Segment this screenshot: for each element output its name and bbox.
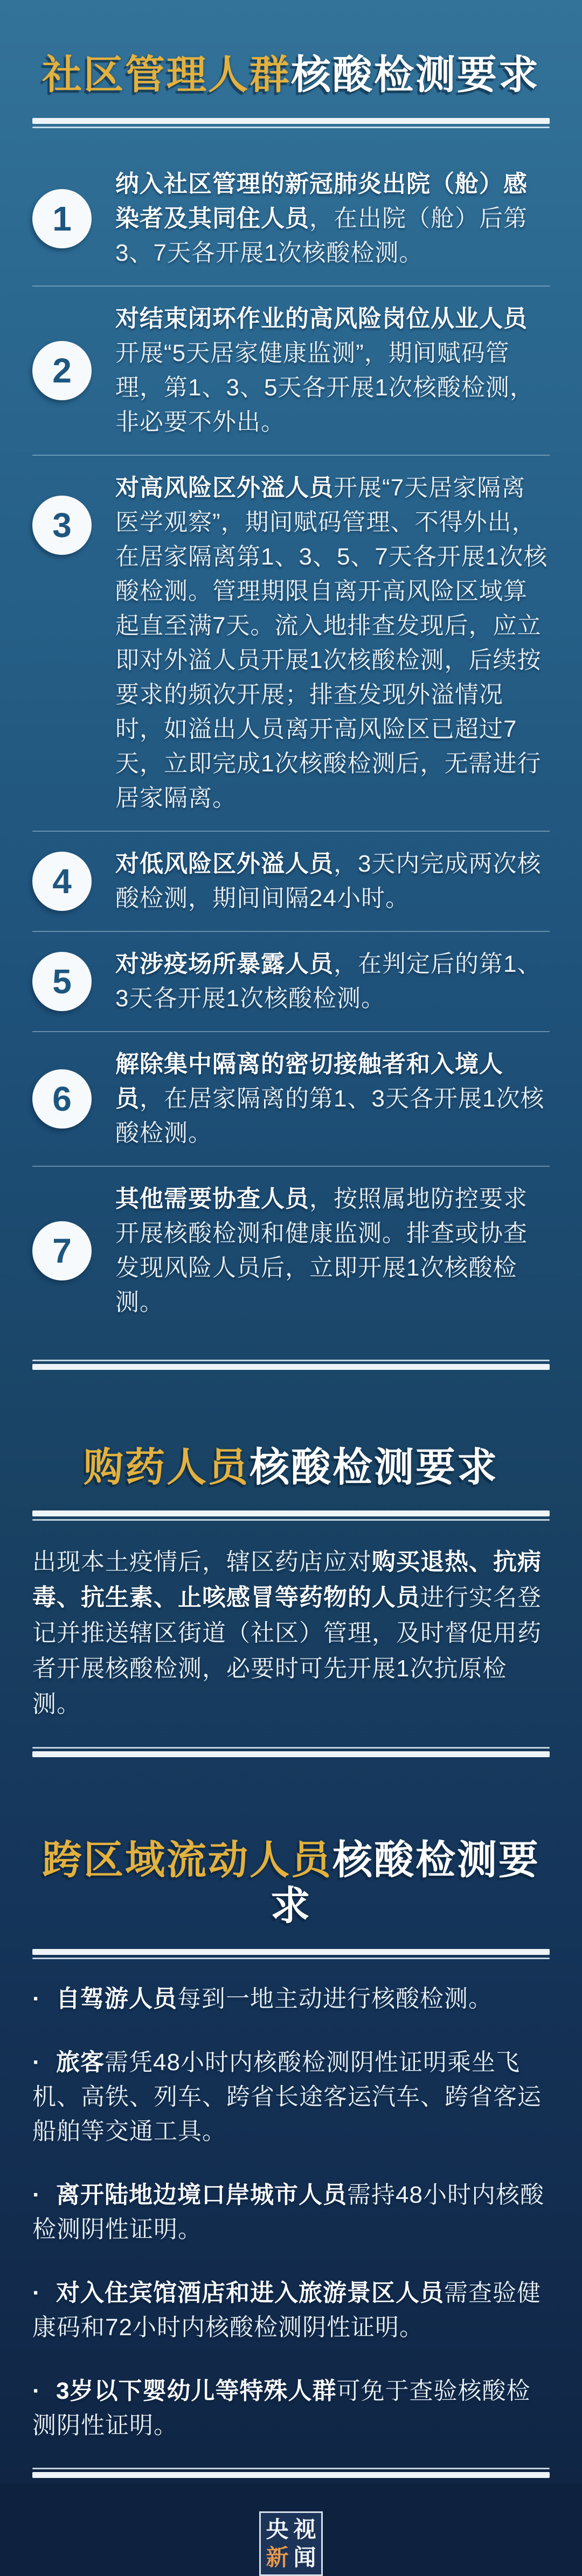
item-text-bold: 其他需要协查人员 (115, 1186, 309, 1213)
item-number-badge (32, 1221, 92, 1280)
rule-thin-bar (32, 1360, 550, 1361)
numbered-item-list (32, 152, 550, 1335)
item-text-bold: 对涉疫场所暴露人员 (115, 951, 334, 978)
section-closing-rule (32, 1747, 550, 1757)
item-number-badge (32, 496, 92, 555)
title-underline-rule (32, 118, 550, 128)
item-text (115, 947, 550, 1016)
numbered-item-1 (32, 152, 550, 286)
bullet-item-4 (32, 2276, 550, 2345)
item-number-badge (32, 341, 92, 400)
item-text (115, 167, 550, 270)
item-text-rest: 开展“7天居家隔离医学观察”，期间赋码管理、不得外出，在居家隔离第1、3、5、7天各开展1次核酸检测。管理期限自离开高风险区域算起直至满7天。流入地排查发现后，应立即对外溢人员开展1次核酸检测，后续按要求的频次开展；排查发现外溢情况时，如溢出人员离开高风险区已超过7天，立即完成1次核酸检测后，无需进行居家隔离。 (115, 475, 548, 812)
bullet-item-1 (32, 1982, 550, 2016)
logo-char: 闻 (293, 2545, 316, 2571)
bullet-dot: · (32, 2378, 41, 2405)
bullet-text-bold: 离开陆地边境口岸城市人员 (56, 2182, 347, 2209)
item-number-badge (32, 852, 92, 911)
bullet-dot: · (32, 2049, 41, 2076)
section-community-title-rest: 核酸检测要求 (291, 52, 540, 97)
item-text (115, 471, 550, 816)
rule-thick-bar (32, 1510, 550, 1516)
rule-thin-bar (32, 2468, 550, 2469)
numbered-item-4 (32, 832, 550, 931)
bullet-dot: · (32, 2182, 41, 2209)
bullet-list (32, 1982, 550, 2443)
bullet-text-rest: 需持48小时内核酸检测阴性证明。 (32, 2182, 544, 2243)
numbered-item-3 (32, 456, 550, 831)
bullet-item-5 (32, 2374, 550, 2443)
item-text-bold: 解除集中隔离的密切接触者和入境人员 (115, 1051, 503, 1112)
item-number-badge (32, 189, 92, 248)
numbered-item-5 (32, 932, 550, 1031)
bullet-text-rest: 可免于查验核酸检测阴性证明。 (32, 2378, 531, 2439)
cctv-news-logo (259, 2511, 323, 2576)
item-text (115, 1047, 550, 1151)
numbered-item-2 (32, 287, 550, 455)
item-number: 7 (52, 1231, 72, 1271)
bullet-text-rest: 需凭48小时内核酸检测阴性证明乘坐飞机、高铁、列车、跨省长途客运汽车、跨省客运船舶等交通工具。 (32, 2049, 542, 2145)
bullet-text-rest: 需查验健康码和72小时内核酸检测阴性证明。 (32, 2280, 541, 2341)
rule-thick-bar (32, 1751, 550, 1757)
logo-char: 视 (293, 2517, 316, 2543)
item-number-badge (32, 952, 92, 1011)
item-number: 6 (52, 1080, 72, 1119)
item-text-rest: ，在判定后的第1、3天各开展1次核酸检测。 (115, 951, 542, 1012)
rule-thick-bar (32, 2472, 550, 2478)
rule-thin-bar (32, 1958, 550, 1959)
item-text (115, 302, 550, 440)
section-cross-region-title-rest: 核酸检测要求 (270, 1837, 540, 1928)
bullet-dot: · (32, 2280, 41, 2307)
item-text (115, 847, 550, 916)
section-medicine-buyers (0, 1444, 582, 1757)
section-medicine-title-highlight: 购药人员 (84, 1445, 250, 1490)
logo-char: 央 (266, 2517, 289, 2543)
item-number: 3 (52, 506, 72, 545)
numbered-item-7 (32, 1167, 550, 1335)
item-number: 4 (52, 862, 72, 901)
logo-char-accent: 新 (266, 2545, 289, 2571)
rule-thick-bar (32, 118, 550, 124)
section-community-title (32, 52, 550, 98)
item-number: 5 (52, 962, 72, 1001)
bullet-item-3 (32, 2178, 550, 2247)
section-medicine-title-rest: 核酸检测要求 (250, 1445, 498, 1490)
rule-thin-bar (32, 1519, 550, 1521)
item-text-bold: 对结束闭环作业的高风险岗位从业人员 (115, 305, 528, 332)
title-underline-rule (32, 1949, 550, 1959)
bullet-text-bold: 3岁以下婴幼儿等特殊人群 (56, 2378, 337, 2405)
rule-thick-bar (32, 1364, 550, 1370)
rule-thin-bar (32, 127, 550, 128)
item-text-rest: ，3天内完成两次核酸检测，期间间隔24小时。 (115, 851, 542, 912)
item-text-bold: 纳入社区管理的新冠肺炎出院（舱）感染者及其同住人员 (115, 171, 528, 232)
bullet-dot: · (32, 1986, 41, 2013)
section-closing-rule (32, 1360, 550, 1370)
section-cross-region-title-highlight: 跨区域流动人员 (42, 1837, 332, 1883)
section-closing-rule (32, 2468, 550, 2478)
section-cross-region-title (32, 1837, 550, 1928)
bullet-text-bold: 对入住宾馆酒店和进入旅游景区人员 (56, 2280, 444, 2307)
item-number: 2 (52, 351, 72, 391)
item-number-badge (32, 1069, 92, 1129)
paragraph-pre: 出现本土疫情后，辖区药店应对 (32, 1549, 372, 1576)
bullet-text-bold: 旅客 (56, 2049, 105, 2076)
medicine-paragraph (32, 1544, 550, 1722)
paragraph-bold: 购买退热、抗病毒、抗生素、止咳感冒等药物的人员 (32, 1549, 542, 1611)
bullet-text-rest: 每到一地主动进行核酸检测。 (177, 1986, 493, 2013)
item-text-bold: 对低风险区外溢人员 (115, 851, 334, 878)
section-cross-region (0, 1837, 582, 2478)
item-number: 1 (52, 199, 72, 239)
item-text (115, 1182, 550, 1320)
rule-thick-bar (32, 1949, 550, 1955)
item-text-bold: 对高风险区外溢人员 (115, 475, 334, 502)
section-community-title-highlight: 社区管理人群 (42, 52, 291, 97)
rule-thin-bar (32, 1747, 550, 1749)
item-text-rest: ，在居家隔离的第1、3天各开展1次核酸检测。 (115, 1085, 545, 1147)
item-text-rest: 开展“5天居家健康监测”，期间赋码管理，第1、3、5天各开展1次核酸检测，非必要不外出。 (115, 340, 534, 436)
item-text-rest: ，在出院（舱）后第3、7天各开展1次核酸检测。 (115, 205, 528, 267)
paragraph-post: 进行实名登记并推送辖区街道（社区）管理，及时督促用药者开展核酸检测，必要时可先开展1次抗原检测。 (32, 1584, 542, 1718)
numbered-item-6 (32, 1032, 550, 1166)
bullet-item-2 (32, 2045, 550, 2149)
title-underline-rule (32, 1510, 550, 1521)
bullet-text-bold: 自驾游人员 (56, 1986, 177, 2013)
footer (0, 2511, 582, 2576)
section-medicine-title (32, 1444, 550, 1490)
item-text-rest: ，按照属地防控要求开展核酸检测和健康监测。排查或协查发现风险人员后，立即开展1次核酸检测。 (115, 1186, 528, 1316)
